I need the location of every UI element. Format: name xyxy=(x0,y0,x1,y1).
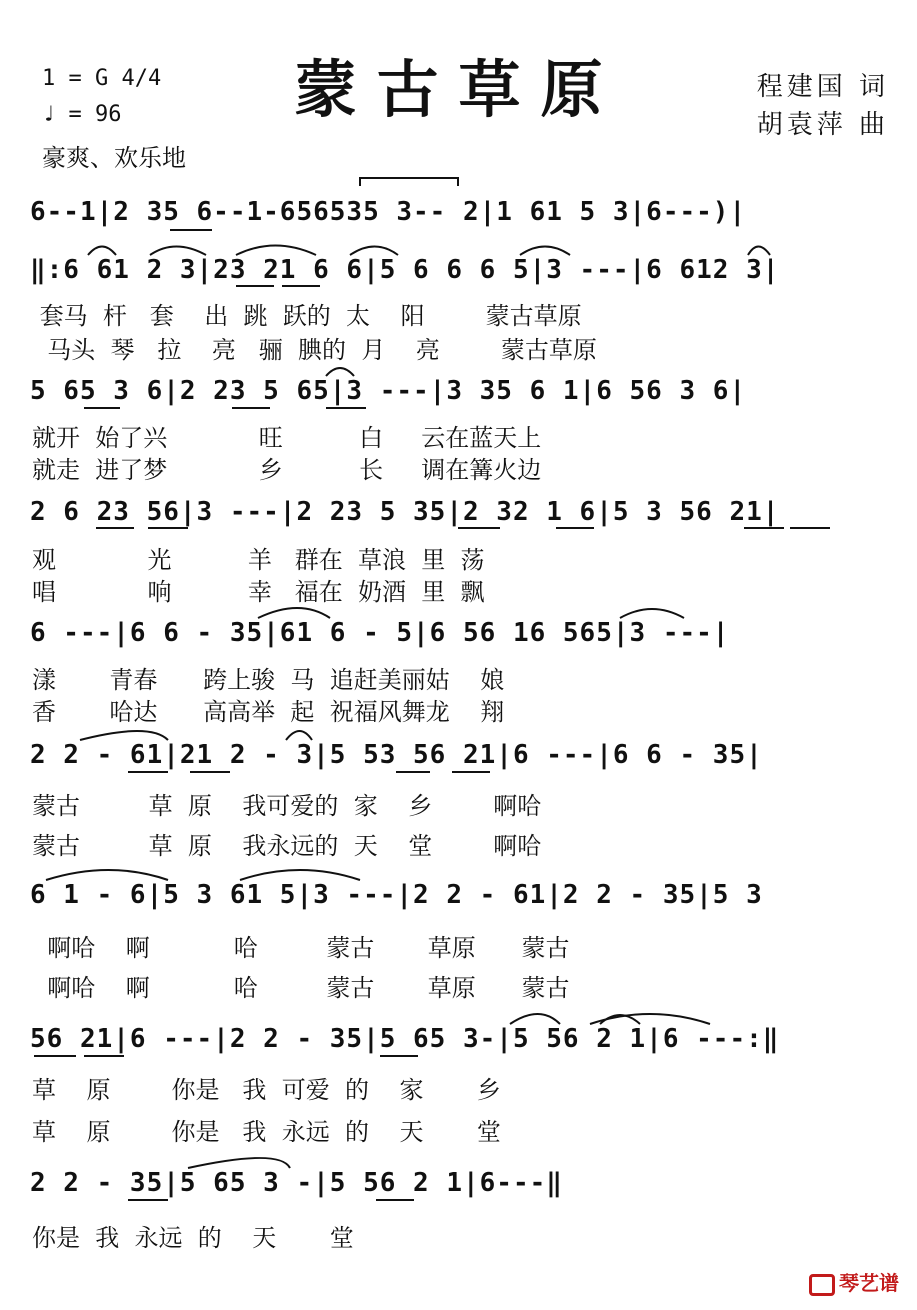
lyric-line-6-verse-2: 蒙古 草 原 我永远的 天 堂 啊哈 xyxy=(32,832,542,860)
lyric-line-7-verse-2: 啊哈 啊 哈 蒙古 草原 蒙古 xyxy=(32,974,570,1002)
lyric-line-4-verse-1: 观 光 羊 群在 草浪 里 荡 xyxy=(32,546,485,574)
notation-line-4: 2 6 23 56|3 ---|2 23 5 35|2 32 1 6|5 3 56 21| xyxy=(30,497,780,527)
lyric-line-7-verse-1: 啊哈 啊 哈 蒙古 草原 蒙古 xyxy=(32,934,570,962)
lyric-line-8-verse-2: 草 原 你是 我 永远 的 天 堂 xyxy=(32,1118,501,1146)
lyric-line-2-verse-2: 马头 琴 拉 亮 骊 腆的 月 亮 蒙古草原 xyxy=(32,336,597,364)
lyric-line-5-verse-2: 香 哈达 高高举 起 祝福风舞龙 翔 xyxy=(32,698,505,726)
key-signature: 1 = G 4/4 xyxy=(42,66,162,91)
notation-line-5: 6 ---|6 6 - 35|61 6 - 5|6 56 16 565|3 ---| xyxy=(30,618,730,648)
lyric-line-2-verse-1: 套马 杆 套 出 跳 跃的 太 阳 蒙古草原 xyxy=(32,302,582,330)
lyricist-credit: 程建国 词 xyxy=(756,72,889,102)
notation-line-2: ‖:6 61 2 3|23 21 6 6|5 6 6 6 5|3 ---|6 612 3| xyxy=(30,255,780,285)
logo-icon xyxy=(809,1274,835,1296)
notation-line-3: 5 65 3 6|2 23 5 65|3 ---|3 35 6 1|6 56 3 6| xyxy=(30,376,747,406)
lyric-line-8-verse-1: 草 原 你是 我 可爱 的 家 乡 xyxy=(32,1076,501,1104)
composer-credit: 胡袁萍 曲 xyxy=(756,110,889,140)
lyric-line-3-verse-1: 就开 始了兴 旺 白 云在蓝天上 xyxy=(32,424,542,452)
lyric-line-6-verse-1: 蒙古 草 原 我可爱的 家 乡 啊哈 xyxy=(32,792,542,820)
logo-text: 琴艺谱 xyxy=(839,1271,899,1295)
notation-line-7: 6 1 - 6|5 3 61 5|3 ---|2 2 - 61|2 2 - 35|5 3 xyxy=(30,880,763,910)
expression-marking: 豪爽、欢乐地 xyxy=(42,144,186,172)
notation-line-8: 56 21|6 ---|2 2 - 35|5 65 3-|5 56 2 1|6 ---:‖ xyxy=(30,1024,780,1054)
lyric-line-9-verse-1: 你是 我 永远 的 天 堂 xyxy=(32,1224,354,1252)
publisher-logo xyxy=(809,1267,899,1296)
page-title: 蒙古草原 xyxy=(294,53,623,126)
notation-line-9: 2 2 - 35|5 65 3 -|5 56 2 1|6---‖ xyxy=(30,1168,563,1198)
lyric-line-3-verse-2: 就走 进了梦 乡 长 调在篝火边 xyxy=(32,456,542,484)
notation-line-1: 6--1|2 35 6--1-656535 3-- 2|1 61 5 3|6---)| xyxy=(30,197,747,227)
tempo-marking: ♩ = 96 xyxy=(42,102,122,127)
notation-line-6: 2 2 - 61|21 2 - 3|5 53 56 21|6 ---|6 6 - 35| xyxy=(30,740,763,770)
lyric-line-4-verse-2: 唱 响 幸 福在 奶酒 里 飘 xyxy=(32,578,485,606)
lyric-line-5-verse-1: 漾 青春 跨上骏 马 追赶美丽姑 娘 xyxy=(32,666,505,694)
